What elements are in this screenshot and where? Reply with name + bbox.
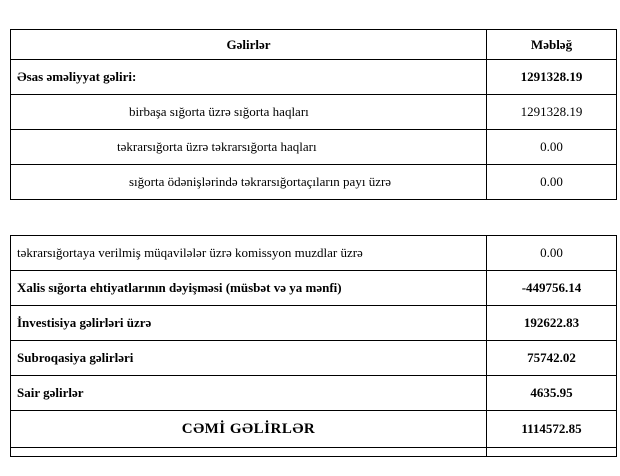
tail-cell-left bbox=[11, 448, 487, 457]
table-row bbox=[11, 165, 617, 200]
row-label-reinsurance-premiums: təkrarsığorta üzrə təkrarsığorta haqları bbox=[11, 130, 487, 165]
row-label-other-income: Sair gəlirlər bbox=[11, 376, 487, 411]
row-label-main-operating-income: Əsas əməliyyat gəliri: bbox=[11, 60, 487, 95]
row-value-main-operating-income: 1291328.19 bbox=[487, 60, 617, 95]
header-amount: Məbləğ bbox=[487, 30, 617, 60]
row-label-investment-income: İnvestisiya gəlirləri üzrə bbox=[11, 306, 487, 341]
table-row bbox=[11, 341, 617, 376]
row-value-reinsurers-share: 0.00 bbox=[487, 165, 617, 200]
income-table-bottom bbox=[10, 235, 617, 457]
table-row bbox=[11, 306, 617, 341]
table-row bbox=[11, 236, 617, 271]
tail-cell-right bbox=[487, 448, 617, 457]
table-row bbox=[11, 130, 617, 165]
row-value-investment-income: 192622.83 bbox=[487, 306, 617, 341]
header-income: Gəlirlər bbox=[11, 30, 487, 60]
row-label-reinsurers-share: sığorta ödənişlərində təkrarsığortaçıların payı üzrə bbox=[11, 165, 487, 200]
row-value-commission: 0.00 bbox=[487, 236, 617, 271]
row-value-net-reserve-change: -449756.14 bbox=[487, 271, 617, 306]
table-row-tail bbox=[11, 448, 617, 457]
table-row-total bbox=[11, 411, 617, 448]
income-table-top bbox=[10, 29, 617, 200]
row-value-direct-premiums: 1291328.19 bbox=[487, 95, 617, 130]
table-header-row bbox=[11, 30, 617, 60]
row-label-net-reserve-change: Xalis sığorta ehtiyatlarının dəyişməsi (müsbət və ya mənfi) bbox=[11, 271, 487, 306]
row-label-direct-premiums: birbaşa sığorta üzrə sığorta haqları bbox=[11, 95, 487, 130]
row-label-commission: təkrarsığortaya verilmiş müqavilələr üzrə komissyon muzdlar üzrə bbox=[11, 236, 487, 271]
row-value-reinsurance-premiums: 0.00 bbox=[487, 130, 617, 165]
table-row bbox=[11, 376, 617, 411]
table-row bbox=[11, 271, 617, 306]
row-value-subrogation-income: 75742.02 bbox=[487, 341, 617, 376]
row-label-subrogation-income: Subroqasiya gəlirləri bbox=[11, 341, 487, 376]
table-row bbox=[11, 60, 617, 95]
row-label-total-income: CƏMİ GƏLİRLƏR bbox=[11, 411, 487, 448]
table-row bbox=[11, 95, 617, 130]
row-value-total-income: 1114572.85 bbox=[487, 411, 617, 448]
row-value-other-income: 4635.95 bbox=[487, 376, 617, 411]
